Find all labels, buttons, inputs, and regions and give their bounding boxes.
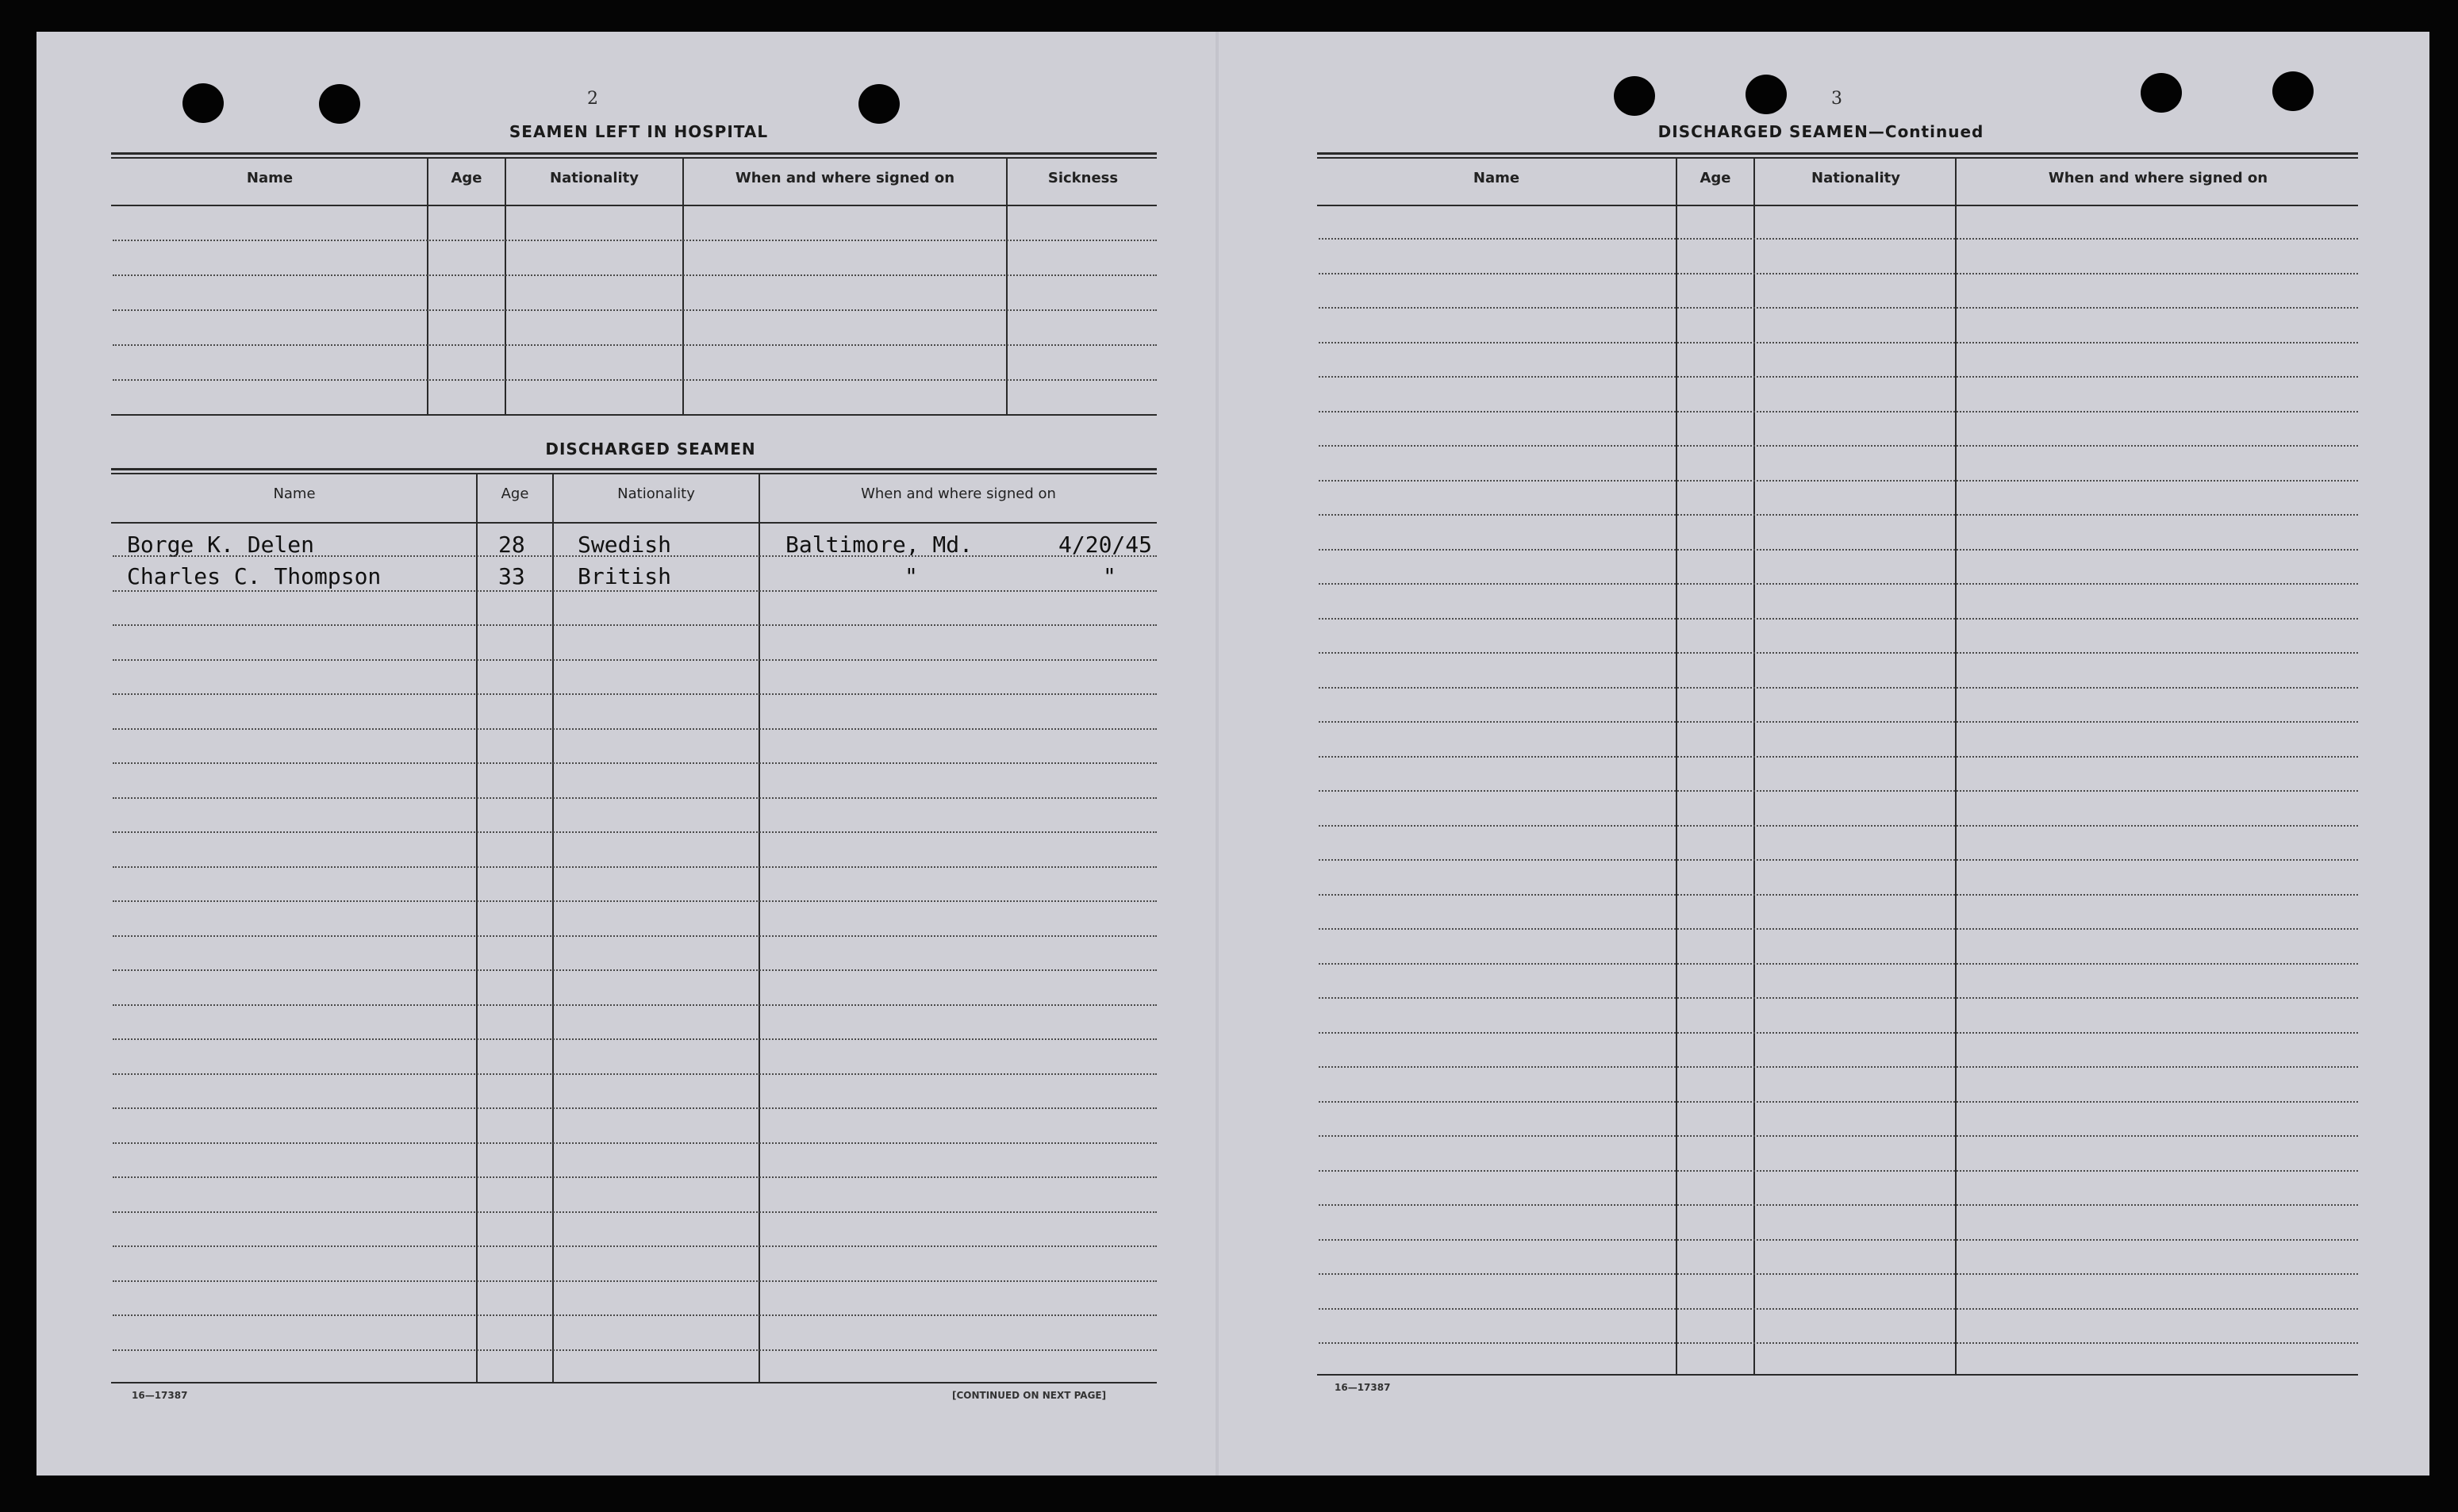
form-number: 16—17387 (132, 1390, 188, 1401)
entry-line (113, 1280, 1157, 1282)
entry-line (1319, 825, 2358, 827)
col-divider (682, 157, 684, 416)
col-when-where: When and where signed on (861, 485, 1056, 502)
entry-line (113, 624, 1157, 626)
entry-line (1319, 549, 2358, 551)
table-top-rule (111, 152, 1157, 155)
entry-line (113, 555, 1157, 557)
entry-line (1319, 445, 2358, 447)
entry-line (1319, 1135, 2358, 1137)
col-divider (1753, 157, 1755, 1374)
entry-line (113, 1211, 1157, 1213)
entry-line (1319, 721, 2358, 723)
col-divider (427, 157, 428, 416)
table-bottom-rule (111, 414, 1157, 416)
entry-line (113, 1107, 1157, 1109)
seaman-age: 28 (498, 532, 525, 558)
entry-line (113, 590, 1157, 592)
seaman-nationality: Swedish (578, 532, 672, 558)
entry-line (113, 1176, 1157, 1178)
entry-line (1319, 411, 2358, 413)
table-bottom-rule (111, 1382, 1157, 1383)
entry-line (113, 1245, 1157, 1247)
entry-line (1319, 859, 2358, 861)
header-rule (1317, 205, 2358, 206)
entry-line (1319, 1273, 2358, 1275)
entry-line (113, 274, 1157, 276)
col-name: Name (1473, 170, 1520, 186)
entry-line (1319, 997, 2358, 999)
entry-line (113, 797, 1157, 799)
punch-hole (182, 83, 224, 123)
entry-line (113, 1314, 1157, 1316)
entry-line (113, 831, 1157, 833)
entry-line (1319, 307, 2358, 309)
col-when-where: When and where signed on (735, 170, 955, 186)
entry-line (1319, 376, 2358, 378)
entry-line (113, 1349, 1157, 1351)
document-sheet (36, 32, 2429, 1476)
table-top-rule (111, 468, 1157, 470)
entry-line (113, 1004, 1157, 1006)
entry-line (1319, 790, 2358, 792)
table-top-rule (111, 157, 1157, 159)
entry-line (1319, 1308, 2358, 1310)
entry-line (113, 693, 1157, 695)
entry-line (1319, 1239, 2358, 1241)
entry-line (1319, 652, 2358, 654)
continued-note: [CONTINUED ON NEXT PAGE] (952, 1390, 1107, 1401)
signed-on-date: 4/20/45 (1058, 532, 1153, 558)
col-age: Age (501, 485, 529, 502)
col-divider (1676, 157, 1677, 1374)
entry-line (113, 379, 1157, 381)
col-divider (1006, 157, 1008, 416)
entry-line (1319, 687, 2358, 689)
entry-line (113, 762, 1157, 764)
entry-line (1319, 273, 2358, 274)
col-divider (505, 157, 506, 416)
table-bottom-rule (1317, 1374, 2358, 1376)
signed-on-date: " (1103, 563, 1116, 589)
seaman-nationality: British (578, 563, 672, 589)
signed-on-place: Baltimore, Md. (785, 532, 974, 558)
col-divider (1955, 157, 1957, 1374)
entry-line (1319, 963, 2358, 965)
col-age: Age (451, 170, 482, 186)
col-nationality: Nationality (617, 485, 695, 502)
entry-line (1319, 1170, 2358, 1172)
table-top-rule (1317, 152, 2358, 155)
entry-line (1319, 1204, 2358, 1206)
entry-line (1319, 514, 2358, 516)
entry-line (1319, 756, 2358, 758)
entry-line (113, 240, 1157, 241)
punch-hole (858, 84, 900, 124)
page-number: 2 (587, 89, 598, 109)
seaman-name: Charles C. Thompson (127, 563, 382, 589)
entry-line (1319, 1342, 2358, 1344)
entry-line (1319, 480, 2358, 482)
table-top-rule (1317, 157, 2358, 159)
punch-hole (319, 84, 360, 124)
entry-line (113, 900, 1157, 902)
seaman-age: 33 (498, 563, 525, 589)
entry-line (113, 344, 1157, 346)
entry-line (113, 728, 1157, 730)
col-name: Name (246, 170, 294, 186)
entry-line (113, 866, 1157, 868)
table-top-rule (111, 473, 1157, 474)
entry-line (1319, 618, 2358, 620)
entry-line (1319, 583, 2358, 585)
entry-line (113, 659, 1157, 661)
entry-line (113, 309, 1157, 311)
entry-line (1319, 1032, 2358, 1034)
punch-hole (1614, 76, 1655, 116)
signed-on-place: " (904, 563, 918, 589)
entry-line (1319, 1101, 2358, 1103)
punch-hole (2141, 73, 2182, 113)
entry-line (1319, 894, 2358, 896)
col-name: Name (273, 485, 316, 502)
page-fold (1216, 32, 1219, 1476)
col-nationality: Nationality (550, 170, 639, 186)
punch-hole (1746, 75, 1787, 114)
form-number: 16—17387 (1335, 1382, 1391, 1393)
discharged-section-title: DISCHARGED SEAMEN (545, 439, 756, 459)
col-sickness: Sickness (1047, 170, 1119, 186)
col-nationality: Nationality (1811, 170, 1900, 186)
entry-line (1319, 1066, 2358, 1068)
col-age: Age (1699, 170, 1731, 186)
entry-line (113, 969, 1157, 971)
entry-line (1319, 342, 2358, 343)
page-number: 3 (1831, 89, 1842, 109)
discharged-continued-title: DISCHARGED SEAMEN—Continued (1657, 122, 1984, 141)
col-when-where: When and where signed on (2048, 170, 2268, 186)
entry-line (1319, 928, 2358, 930)
header-rule (111, 522, 1157, 524)
entry-line (113, 1142, 1157, 1144)
entry-line (1319, 238, 2358, 240)
seaman-name: Borge K. Delen (127, 532, 315, 558)
header-rule (111, 205, 1157, 206)
hospital-section-title: SEAMEN LEFT IN HOSPITAL (509, 122, 769, 141)
entry-line (113, 1073, 1157, 1075)
punch-hole (2272, 71, 2314, 111)
entry-line (113, 935, 1157, 937)
entry-line (113, 1038, 1157, 1040)
